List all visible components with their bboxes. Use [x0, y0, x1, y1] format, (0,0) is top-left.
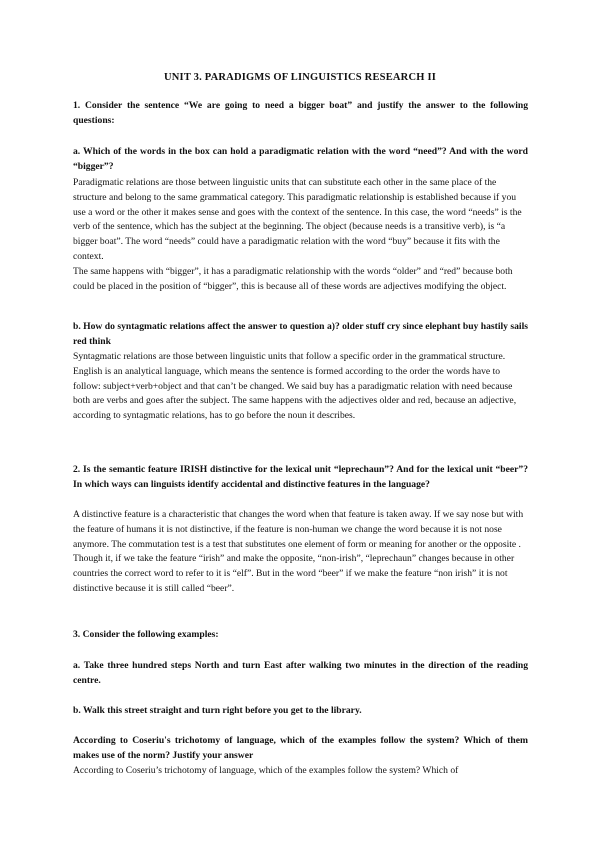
question-1-heading: 1. Consider the sentence “We are going to need a bigger boat” and justify the answer to the following questions:	[73, 100, 528, 126]
question-3-prompt: According to Coseriu's trichotomy of language, which of the examples follow the system? Which of them makes use of the norm? Justify your answer	[73, 735, 528, 761]
question-3-heading: 3. Consider the following examples:	[73, 629, 219, 640]
question-2-heading: 2. Is the semantic feature IRISH distinctive for the lexical unit “leprechaun”? And for the lexical unit “beer”? In which ways can linguists identify accidental and distinctive features in the language?	[73, 464, 528, 490]
question-1a-paragraph-2: The same happens with “bigger”, it has a paradigmatic relationship with the words “older” and “red” because both could be placed in the position of “bigger”, this is because all of these words are adjectives modifying the object.	[73, 266, 513, 292]
question-1b-heading: b. How do syntagmatic relations affect the answer to question a)? older stuff cry since elephant buy hastily sails red think	[73, 321, 528, 347]
question-3a-example: a. Take three hundred steps North and turn East after walking two minutes in the direction of the reading centre.	[73, 660, 528, 686]
question-1a-heading: a. Which of the words in the box can hold a paradigmatic relation with the word “need”? And with the word “bigger”?	[73, 146, 528, 172]
question-1a-paragraph-1: Paradigmatic relations are those between linguistic units that can substitute each other in the same place of the structure and belong to the same grammatical category. This paradigmatic relationship is established because if you use a word or the other it makes sense and goes with the context of the sentence. In this case, the word “needs” is the verb of the sentence, which has the subject at the beginning. The object (because needs is a transitive verb), is “a bigger boat”. The word “needs” could have a paradigmatic relation with the word “buy” because it fits with the context.	[73, 177, 522, 262]
question-2-paragraph: A distinctive feature is a characteristic that changes the word when that feature is taken away. If we say nose but with the feature of humans it is not distinctive, if the feature is non-human we change the word because it is not nose anymore. The commutation test is a test that substitutes one element of form or meaning for another or the opposite . Though it, if we take the feature “irish” and make the opposite, “non-irish”, “leprechaun” changes because in other countries the correct word to refer to it is “elf”. But in the word “beer” if we make the feature “non irish” it is not distinctive because it is still called “beer”.	[73, 509, 524, 594]
question-1b-paragraph: Syntagmatic relations are those between linguistic units that follow a specific order in the grammatical structure. English is an analytical language, which means the sentence is formed according to the order the words have to follow: subject+verb+object and that can’t be changed. We said buy has a paradigmatic relation with need because both are verbs and goes after the subject. The same happens with the adjectives older and red, because an adjective, according to syntagmatic relations, has to go before the noun it describes.	[73, 351, 517, 422]
question-3-answer: According to Coseriu’s trichotomy of language, which of the examples follow the system? Which of	[73, 765, 459, 776]
question-3b-example: b. Walk this street straight and turn right before you get to the library.	[73, 705, 362, 716]
page-title: UNIT 3. PARADIGMS OF LINGUISTICS RESEARCH II	[163, 72, 437, 83]
